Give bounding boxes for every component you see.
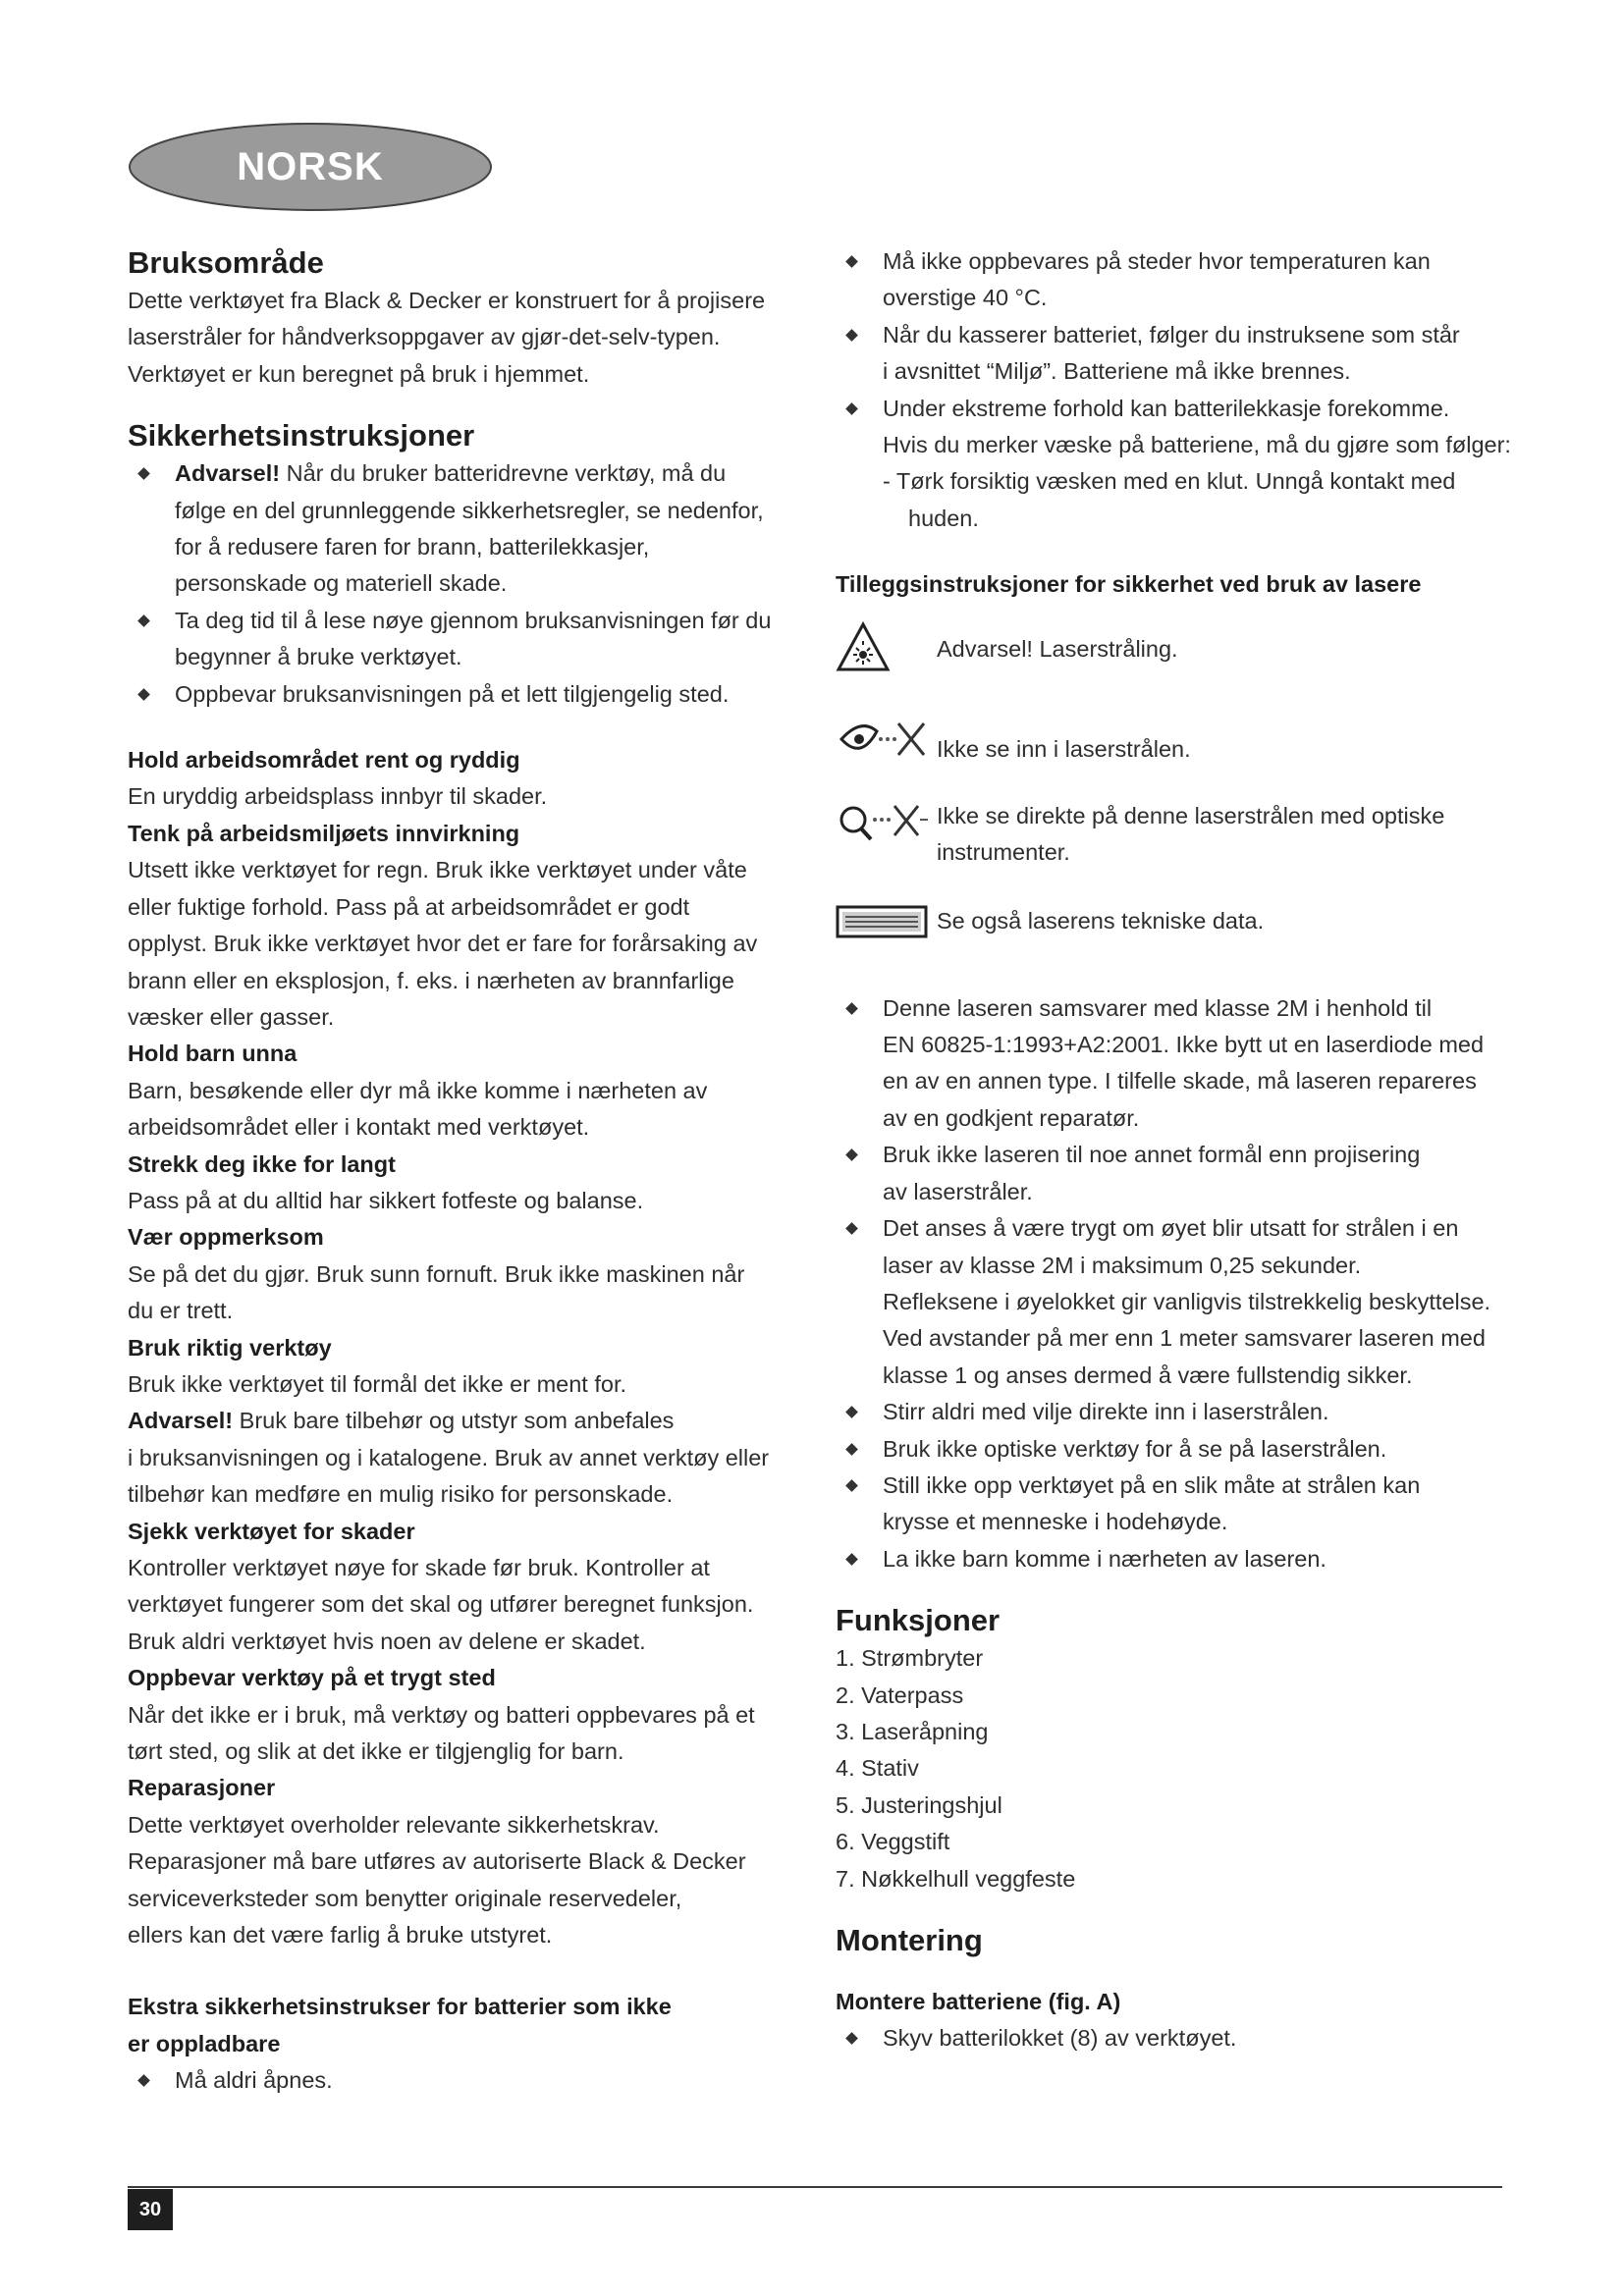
paragraph-line: tørt sted, og slik at det ikke er tilgjenglig for barn. xyxy=(128,1738,624,1765)
page-number: 30 xyxy=(128,2189,173,2230)
section-heading-montering: Montering xyxy=(836,1923,983,1957)
subheading: Bruk riktig verktøy xyxy=(128,1334,332,1361)
paragraph-line: Når det ikke er i bruk, må verktøy og batteri oppbevares på et xyxy=(128,1701,755,1728)
subheading: Hold barn unna xyxy=(128,1041,298,1067)
bullet-text: følge en del grunnleggende sikkerhetsregler, se nedenfor, xyxy=(175,497,764,523)
list-item xyxy=(836,317,1513,391)
bullet-text: La ikke barn komme i nærheten av laseren. xyxy=(883,1545,1326,1572)
subheading: Hold arbeidsområdet rent og ryddig xyxy=(128,747,520,774)
list-item: 1. Strømbryter xyxy=(836,1645,984,1672)
bullet-diamond-icon xyxy=(137,2074,150,2087)
bullet-text: Denne laseren samsvarer med klasse 2M i henhold til xyxy=(883,994,1433,1021)
bullet-text: Når du kasserer batteriet, følger du instruksene som står xyxy=(883,321,1460,347)
icon-caption: Advarsel! Laserstråling. xyxy=(937,635,1178,662)
paragraph-line: Pass på at du alltid har sikkert fotfeste og balanse. xyxy=(128,1187,644,1213)
list-item xyxy=(128,2062,815,2099)
bullet-diamond-icon xyxy=(845,1222,858,1235)
list-item xyxy=(836,243,1513,317)
bullet-text: en av en annen type. I tilfelle skade, må laseren repareres xyxy=(883,1068,1477,1095)
bullet-text: overstige 40 °C. xyxy=(883,285,1048,311)
language-label: NORSK xyxy=(237,145,384,188)
bullet-text: huden. xyxy=(908,505,979,531)
paragraph-line: verktøyet fungerer som det skal og utfører beregnet funksjon. xyxy=(128,1591,754,1618)
bullet-text: krysse et menneske i hodehøyde. xyxy=(883,1509,1228,1535)
list-item xyxy=(836,391,1513,538)
warning-label: Advarsel! xyxy=(128,1408,234,1434)
subheading: Ekstra sikkerhetsinstrukser for batterier som ikke xyxy=(128,1994,672,2020)
subheading: Tenk på arbeidsmiljøets innvirkning xyxy=(128,820,520,846)
laser-label-icon xyxy=(836,904,930,939)
bullet-text: begynner å bruke verktøyet. xyxy=(175,644,462,670)
no-optics-row xyxy=(836,798,1513,877)
list-item xyxy=(128,676,815,713)
bullet-text: Når du bruker batteridrevne verktøy, må du xyxy=(280,460,727,487)
paragraph-line: serviceverksteder som benytter originale reservedeler, xyxy=(128,1885,682,1911)
bullet-text: Må aldri åpnes. xyxy=(175,2067,333,2094)
list-item xyxy=(836,2020,1513,2056)
icon-caption-line: Ikke se direkte på denne laserstrålen med optiske xyxy=(937,802,1445,828)
list-item xyxy=(836,1394,1513,1430)
bullet-text: laser av klasse 2M i maksimum 0,25 sekunder. xyxy=(883,1252,1362,1278)
list-item xyxy=(128,455,815,603)
subheading: Tilleggsinstruksjoner for sikkerhet ved bruk av lasere xyxy=(836,571,1422,598)
paragraph-line: Bruk ikke verktøyet til formål det ikke er ment for. xyxy=(128,1370,627,1397)
paragraph-line: tilbehør kan medføre en mulig risiko for personskade. xyxy=(128,1481,674,1508)
subheading: Sjekk verktøyet for skader xyxy=(128,1518,415,1544)
bullet-diamond-icon xyxy=(845,2033,858,2046)
paragraph-line: brann eller en eksplosjon, f. eks. i nærheten av brannfarlige xyxy=(128,967,734,993)
paragraph-text: Bruk bare tilbehør og utstyr som anbefales xyxy=(233,1408,675,1434)
assembly-bullet-list xyxy=(836,2020,1513,2056)
subheading: Strekk deg ikke for langt xyxy=(128,1150,396,1177)
paragraph-line: Verktøyet er kun beregnet på bruk i hjemmet. xyxy=(128,360,590,387)
bullet-diamond-icon xyxy=(845,255,858,268)
battery-bullet-list xyxy=(128,2062,815,2099)
list-item xyxy=(836,1137,1513,1210)
laser-warning-row xyxy=(836,621,1513,676)
paragraph-line: Reparasjoner må bare utføres av autoriserte Black & Decker xyxy=(128,1848,746,1875)
bullet-diamond-icon xyxy=(845,1479,858,1492)
list-item: 6. Veggstift xyxy=(836,1829,950,1855)
paragraph-line: arbeidsområdet eller i kontakt med verktøyet. xyxy=(128,1114,590,1141)
bullet-text: EN 60825-1:1993+A2:2001. Ikke bytt ut en laserdiode med xyxy=(883,1032,1485,1058)
bullet-text: Still ikke opp verktøyet på en slik måte at strålen kan xyxy=(883,1471,1421,1498)
paragraph-line: Bruk aldri verktøyet hvis noen av delene er skadet. xyxy=(128,1628,646,1654)
list-item: 2. Vaterpass xyxy=(836,1682,964,1708)
paragraph-line: ellers kan det være farlig å bruke utstyret. xyxy=(128,1922,553,1949)
bullet-text: Bruk ikke laseren til noe annet formål enn projisering xyxy=(883,1142,1421,1168)
paragraph-line: du er trett. xyxy=(128,1298,234,1324)
safety-bullet-list xyxy=(128,455,815,713)
bullet-diamond-icon xyxy=(845,1406,858,1418)
laser-bullet-list xyxy=(836,990,1513,1578)
bullet-diamond-icon xyxy=(845,1443,858,1456)
bullet-diamond-icon xyxy=(137,614,150,627)
bullet-text: Må ikke oppbevares på steder hvor temperaturen kan xyxy=(883,248,1431,274)
battery-bullet-list-continued xyxy=(836,243,1513,537)
bullet-text: Skyv batterilokket (8) av verktøyet. xyxy=(883,2025,1237,2052)
bullet-diamond-icon xyxy=(845,329,858,342)
bullet-text: personskade og materiell skade. xyxy=(175,570,508,597)
laser-warning-icon xyxy=(836,621,891,672)
paragraph-line: En uryddig arbeidsplass innbyr til skader. xyxy=(128,783,548,810)
bullet-text: klasse 1 og anses dermed å være fullstendig sikker. xyxy=(883,1362,1413,1388)
subheading: Vær oppmerksom xyxy=(128,1224,324,1251)
list-item: 3. Laseråpning xyxy=(836,1718,989,1744)
bullet-text: av laserstråler. xyxy=(883,1178,1033,1204)
bullet-text: av en godkjent reparatør. xyxy=(883,1104,1140,1131)
list-item xyxy=(836,1468,1513,1541)
bullet-text: i avsnittet “Miljø”. Batteriene må ikke brennes. xyxy=(883,358,1351,385)
paragraph-line: Dette verktøyet fra Black & Decker er konstruert for å projisere xyxy=(128,288,766,313)
paragraph-line: laserstråler for håndverksoppgaver av gjør-det-selv-typen. xyxy=(128,324,721,350)
bullet-text: Det anses å være trygt om øyet blir utsatt for strålen i en xyxy=(883,1215,1459,1242)
subheading: er oppladbare xyxy=(128,2030,281,2056)
list-item xyxy=(128,603,815,676)
right-column xyxy=(836,243,1513,2057)
language-tab xyxy=(128,122,493,212)
paragraph-line: eller fuktige forhold. Pass på at arbeidsområdet er godt xyxy=(128,893,690,920)
no-eye-row xyxy=(836,712,1513,767)
icon-caption-line: instrumenter. xyxy=(937,839,1070,866)
bullet-diamond-icon xyxy=(845,1002,858,1015)
list-item xyxy=(836,1541,1513,1577)
bullet-diamond-icon xyxy=(137,467,150,480)
left-column xyxy=(128,243,815,2100)
icon-caption: Ikke se inn i laserstrålen. xyxy=(937,735,1191,762)
bullet-text: for å redusere faren for brann, batterilekkasjer, xyxy=(175,534,650,561)
paragraph-line xyxy=(128,1403,815,1439)
bullet-text: Oppbevar bruksanvisningen på et lett tilgjengelig sted. xyxy=(175,680,730,707)
section-heading-sikkerhet: Sikkerhetsinstruksjoner xyxy=(128,418,475,454)
paragraph-line: opplyst. Bruk ikke verktøyet hvor det er fare for forårsaking av xyxy=(128,931,758,957)
laser-label-row xyxy=(836,904,1513,959)
no-eye-icon xyxy=(836,712,930,767)
list-item: 5. Justeringshjul xyxy=(836,1791,1002,1818)
bullet-text: Hvis du merker væske på batteriene, må du gjøre som følger: xyxy=(883,432,1511,458)
subheading: Montere batteriene (fig. A) xyxy=(836,1989,1121,2014)
list-item xyxy=(836,1431,1513,1468)
subheading: Oppbevar verktøy på et trygt sted xyxy=(128,1665,496,1691)
paragraph-line: Se på det du gjør. Bruk sunn fornuft. Bruk ikke maskinen når xyxy=(128,1260,745,1287)
footer-divider xyxy=(128,2186,1502,2188)
no-optics-icon xyxy=(836,798,930,853)
paragraph-line: væsker eller gasser. xyxy=(128,1003,335,1030)
list-item: 4. Stativ xyxy=(836,1755,919,1782)
bullet-text: Under ekstreme forhold kan batterilekkasje forekomme. xyxy=(883,395,1450,421)
paragraph-line: i bruksanvisningen og i katalogene. Bruk av annet verktøy eller xyxy=(128,1444,770,1470)
paragraph-line: Utsett ikke verktøyet for regn. Bruk ikke verktøyet under våte xyxy=(128,857,747,883)
bullet-text: - Tørk forsiktig væsken med en klut. Unngå kontakt med xyxy=(883,468,1456,495)
bullet-diamond-icon xyxy=(845,1553,858,1566)
bullet-diamond-icon xyxy=(845,1148,858,1161)
paragraph-line: Barn, besøkende eller dyr må ikke komme i nærheten av xyxy=(128,1077,708,1103)
bullet-text: Ved avstander på mer enn 1 meter samsvarer laseren med xyxy=(883,1325,1486,1352)
bullet-text: Refleksene i øyelokket gir vanligvis tilstrekkelig beskyttelse. xyxy=(883,1288,1491,1314)
subheading: Reparasjoner xyxy=(128,1775,276,1801)
bullet-diamond-icon xyxy=(137,688,150,701)
section-heading-bruksomrade: Bruksområde xyxy=(128,245,324,280)
icon-caption xyxy=(937,798,1516,872)
section-heading-funksjoner: Funksjoner xyxy=(836,1603,1001,1638)
list-item xyxy=(836,1210,1513,1394)
bullet-text: Stirr aldri med vilje direkte inn i laserstrålen. xyxy=(883,1399,1329,1425)
icon-caption: Se også laserens tekniske data. xyxy=(937,907,1265,934)
warning-label: Advarsel! xyxy=(175,460,281,487)
bullet-text: Ta deg tid til å lese nøye gjennom bruksanvisningen før du xyxy=(175,607,772,633)
functions-list xyxy=(836,1640,1513,1897)
list-item: 7. Nøkkelhull veggfeste xyxy=(836,1865,1076,1892)
list-item xyxy=(836,990,1513,1138)
bullet-diamond-icon xyxy=(845,402,858,415)
bullet-text: Bruk ikke optiske verktøy for å se på laserstrålen. xyxy=(883,1435,1387,1462)
paragraph-line: Dette verktøyet overholder relevante sikkerhetskrav. xyxy=(128,1811,660,1838)
paragraph-line: Kontroller verktøyet nøye for skade før bruk. Kontroller at xyxy=(128,1555,710,1580)
